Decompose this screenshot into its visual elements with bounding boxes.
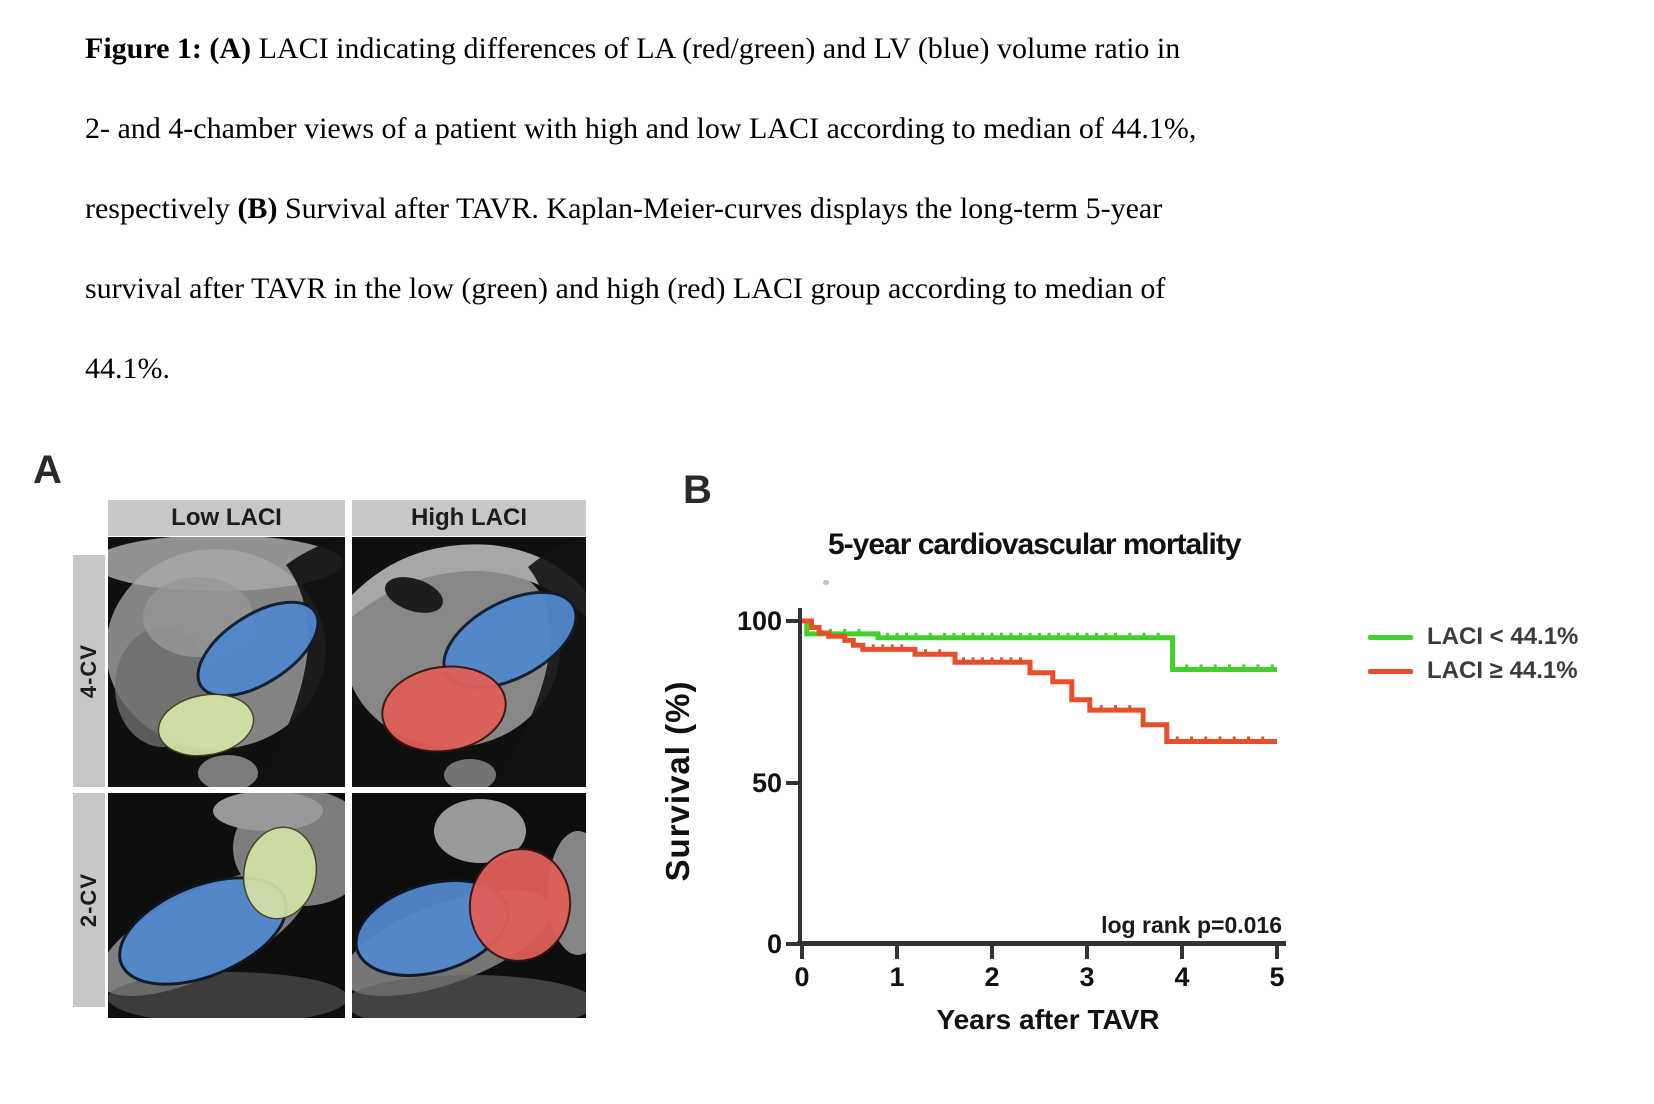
column-header-low-laci	[108, 500, 345, 536]
y-tick-label-100: 100	[736, 606, 782, 636]
legend-swatch-red-line	[1368, 669, 1413, 674]
mri-4cv-low-graphic	[108, 537, 345, 787]
mri-image-4cv-high-laci	[352, 537, 586, 787]
panel-a-label: A	[33, 448, 62, 492]
y-axis-label: Survival (%)	[659, 680, 696, 882]
mri-image-2cv-high-laci	[352, 793, 586, 1018]
4cv-label: 4-CV	[76, 643, 101, 699]
x-tick-label-5: 5	[1269, 962, 1285, 992]
log-rank-annotation: log rank p=0.016	[1101, 912, 1282, 938]
mri-4cv-high-graphic	[352, 537, 586, 787]
caption-line-4: survival after TAVR in the low (green) and high (red) LACI group according to median of	[85, 272, 1166, 305]
legend-swatch-green-line	[1368, 635, 1413, 640]
caption-line-1: Figure 1: (A) LACI indicating differences of LA (red/green) and LV (blue) volume ratio in	[85, 32, 1181, 65]
caption-line-3: respectively (B) Survival after TAVR. Kaplan-Meier-curves displays the long-term 5-year	[85, 192, 1163, 225]
mri-image-2cv-low-laci	[108, 793, 345, 1018]
2cv-label: 2-CV	[76, 872, 101, 928]
print-artifact-dot	[823, 580, 829, 585]
panel-b-label: B	[683, 468, 712, 512]
y-tick-label-50: 50	[751, 767, 782, 798]
x-tick-label-1: 1	[889, 962, 905, 992]
low-laci-label: Low LACI	[171, 504, 282, 531]
chart-title: 5-year cardiovascular mortality	[828, 528, 1241, 561]
x-tick-label-0: 0	[794, 962, 810, 992]
column-header-high-laci	[352, 500, 586, 536]
high-laci-label: High LACI	[411, 504, 527, 531]
caption-line-2: 2- and 4-chamber views of a patient with high and low LACI according to median of 44.1%,	[85, 112, 1197, 145]
mri-2cv-high-graphic	[352, 793, 586, 1018]
caption-line-5: 44.1%.	[85, 352, 170, 385]
legend-item-high-laci	[1368, 658, 1578, 684]
mri-image-4cv-low-laci	[108, 537, 345, 787]
x-tick-label-4: 4	[1174, 962, 1190, 992]
x-axis-label: Years after TAVR	[936, 1004, 1160, 1035]
legend-label-high: LACI ≥ 44.1%	[1427, 657, 1578, 684]
mri-2cv-low-graphic	[108, 793, 345, 1018]
kaplan-meier-plot	[795, 550, 1307, 954]
row-header-2cv	[73, 793, 105, 1007]
legend-item-low-laci	[1368, 624, 1578, 650]
x-tick-label-3: 3	[1079, 962, 1095, 992]
y-tick-label-0: 0	[766, 929, 782, 959]
legend-label-low: LACI < 44.1%	[1427, 623, 1579, 650]
row-header-4cv	[73, 555, 105, 787]
x-tick-label-2: 2	[984, 962, 1000, 992]
figure-caption	[85, 26, 1425, 426]
